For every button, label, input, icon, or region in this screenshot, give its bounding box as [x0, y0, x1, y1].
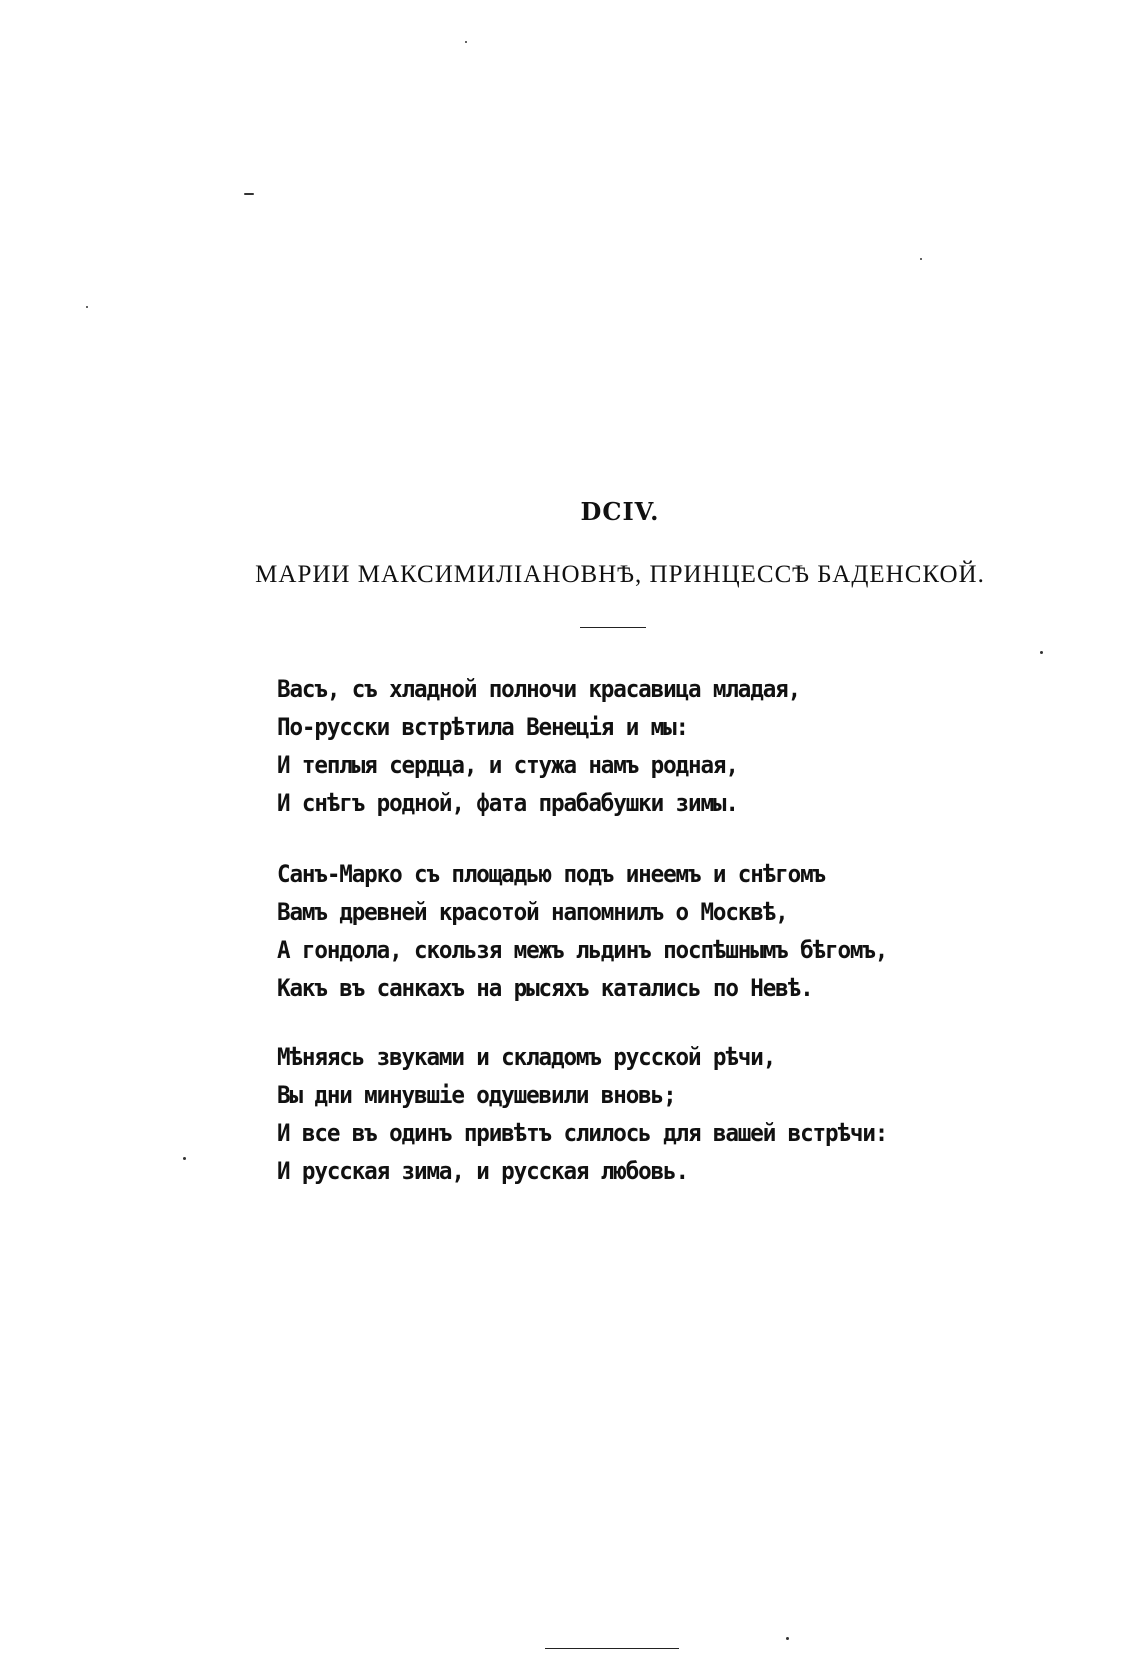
verse-line: И все въ одинъ привѣтъ слилось для вашей встрѣчи:	[277, 1119, 888, 1147]
verse-line: Вы дни минувшіе одушевили вновь;	[277, 1081, 676, 1109]
poem-title: МАРИИ МАКСИМИЛІАНОВНѢ, ПРИНЦЕССѢ БАДЕНСКОЙ.	[255, 561, 985, 588]
title-separator-rule	[580, 627, 646, 628]
end-separator-rule	[545, 1648, 679, 1649]
scan-speck	[244, 193, 254, 195]
scan-speck	[786, 1637, 789, 1640]
verse-line: По-русски встрѣтила Венеція и мы:	[277, 713, 689, 741]
stanza-1	[277, 670, 1037, 822]
stanza-2	[277, 855, 1037, 1007]
verse-line: Какъ въ санкахъ на рысяхъ катались по Невѣ.	[277, 974, 813, 1002]
verse-line: Вамъ древней красотой напомнилъ о Москвѣ,	[277, 898, 788, 926]
verse-line: И снѣгъ родной, фата прабабушки зимы.	[277, 789, 738, 817]
poem-number: DCIV.	[580, 497, 660, 526]
verse-line: И теплыя сердца, и стужа намъ родная,	[277, 751, 738, 779]
verse-line: Васъ, съ хладной полночи красавица младая,	[277, 675, 801, 703]
stanza-3	[277, 1038, 1037, 1190]
scan-speck	[183, 1157, 186, 1160]
scan-speck	[465, 41, 467, 43]
scan-speck	[86, 306, 88, 308]
verse-line: Мѣняясь звуками и складомъ русской рѣчи,	[277, 1043, 776, 1071]
scan-speck	[920, 258, 922, 260]
verse-line: А гондола, скользя межъ льдинъ поспѣшнымъ бѣгомъ,	[277, 936, 888, 964]
verse-line: Санъ-Марко съ площадью подъ инеемъ и снѣгомъ	[277, 860, 825, 888]
verse-line: И русская зима, и русская любовь.	[277, 1157, 689, 1185]
scan-speck	[1040, 651, 1043, 654]
